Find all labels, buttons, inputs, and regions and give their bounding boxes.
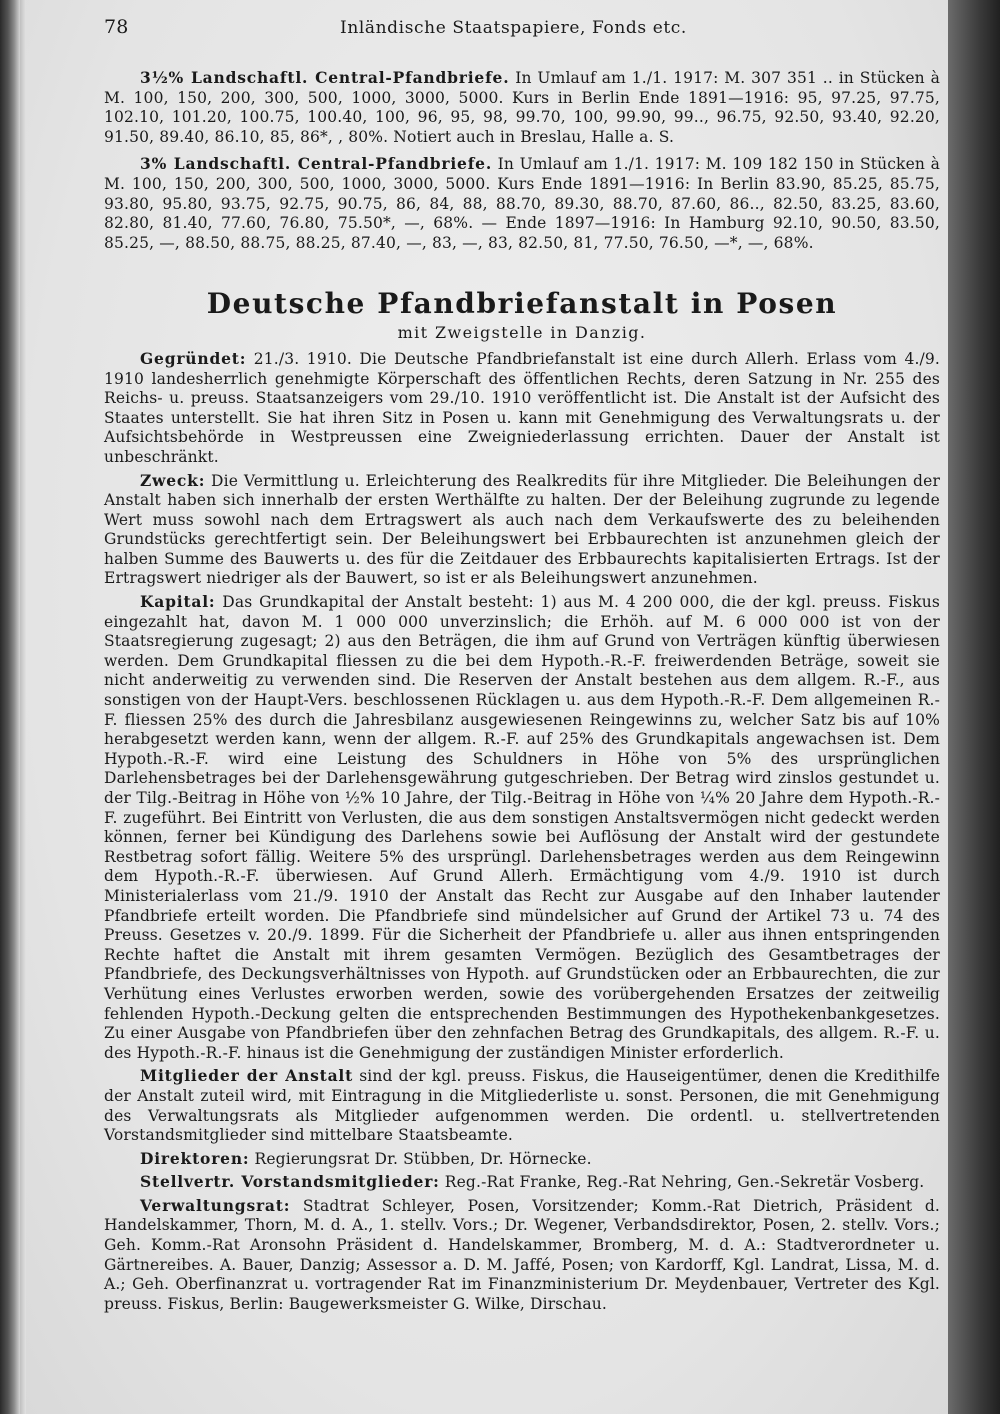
paragraph-text: Das Grundkapital der Anstalt besteht: 1) aus M. 4 200 000, die der kgl. preuss. Fiskus eingezahlt hat, davon M. 1 000 000 unverzinslich; die Erhöh. auf M. 6 000 000 ist von der Staatsregierung zugesagt; 2) aus den Beträgen, die ihm auf Grund von Verträgen künftig überwiesen werden. Dem Grundkapital fliessen zu die bei dem Hypoth.-R.-F. freiwerdenden Beträge, soweit sie nicht anderweitig zu verwenden sind. Die Reserven der Anstalt bestehen aus dem allgem. R.-F., aus sonstigen von der Haupt-Vers. beschlossenen Rücklagen u. aus dem Hypoth.-R.-F. Dem allgemeinen R.-F. fliessen 25% des durch die Jahresbilanz ausgewiesenen Reingewinns zu, welcher Satz bis auf 10% herabgesetzt werden kann, wenn der allgem. R.-F. auf 25% des Grundkapitals angewachsen ist. Dem Hypoth.-R.-F. wird eine Leistung des Schuldners in Höhe von 5% des ursprünglichen Darlehensbetrages bei der Darlehensgewährung gutgeschrieben. Der Betrag wird zinslos gestundet u. der Tilg.-Beitrag in Höhe von ½% 10 Jahre, der Tilg.-Beitrag in Höhe von ¼% 20 Jahre dem Hypoth.-R.-F. zugeführt. Bei Eintritt von Verlusten, die aus dem sonstigen Anstaltsvermögen nicht gedeckt werden können, ferner bei Kündigung des Darlehens sowie bei Auflösung der Anstalt wird der gestundete Restbetrag sofort fällig. Weitere 5% des ursprüngl. Darlehensbetrages werden aus dem Reingewinn dem Hypoth.-R.-F. überwiesen. Auf Grund Allerh. Ermächtigung vom 4./9. 1910 ist durch Ministerialerlass vom 21./9. 1910 der Anstalt das Recht zur Ausgabe auf den Inhaber lautender Pfandbriefe erteilt worden. Die Pfandbriefe sind mündelsicher auf Grund der Artikel 73 u. 74 des Preuss. Gesetzes v. 20./9. 1899. Für die Sicherheit der Pfandbriefe u. aller aus ihnen entspringenden Rechte haftet die Anstalt mit ihrem gesamten Vermögen. Bezüglich des Gesamtbetrages der Pfandbriefe, des Deckungsverhältnisses von Hypoth. auf Grundstücken oder an Erbbaurechten, die zur Verhütung eines Verlustes erworben werden, sowie des vorübergehenden Ersatzes der zeitweilig fehlenden Hypoth.-Deckung gelten die entsprechenden Bestimmungen des Hypothekenbankgesetzes. Zu einer Ausgabe von Pfandbriefen über den zehnfachen Betrag des Grundkapitals, des allgem. R.-F. u. des Hypoth.-R.-F. hinaus ist die Genehmigung der zuständigen Minister erforderlich. bbox=[104, 593, 941, 1062]
paragraph-text: Stadtrat Schleyer, Posen, Vorsitzender; Komm.-Rat Dietrich, Präsident d. Handelskammer, Thorn, M. d. A., 1. stellv. Vors.; Dr. Wegener, Verbandsdirektor, Posen, 2. stellv. Vors.; Geh. Komm.-Rat Aronsohn Präsident d. Handelskammer, Bromberg, M. d. A.: Stadtverordneter u. Gärtnereibes. A. Bauer, Danzig; Assessor a. D. M. Jaffé, Posen; von Kardorff, Kgl. Landrat, Lissa, M. d. A.; Geh. Oberfinanzrat u. vortragender Rat im Finanzministerium Dr. Meydenbauer, Vertreter des Kgl. preuss. Fiskus, Berlin: Baugewerksmeister G. Wilke, Dirschau. bbox=[104, 1196, 940, 1313]
section-subtitle: mit Zweigstelle in Danzig. bbox=[397, 323, 647, 343]
section-title: Deutsche Pfandbriefanstalt in Posen bbox=[206, 287, 838, 321]
paragraph-gegruendet bbox=[104, 349, 940, 468]
paragraph-lead: Gegründet: bbox=[140, 348, 247, 368]
right-page-shadow bbox=[948, 0, 1000, 1414]
paragraph-text: sind der kgl. preuss. Fiskus, die Hauseigentümer, denen die Kredithilfe der Anstalt zuteil wird, mit Eintragung in die Mitgliederliste u. sonst. Personen, die mit Genehmigung des Verwaltungsrats als Mitglieder aufgenommen werden. Die ordentl. u. stellvertretenden Vorstandsmitglieder sind mittelbare Staatsbeamte. bbox=[104, 1067, 941, 1145]
paragraph-mitglieder bbox=[104, 1066, 940, 1145]
paragraph-zweck bbox=[104, 471, 940, 590]
paragraph-kapital bbox=[104, 592, 940, 1063]
paragraph-direktoren bbox=[104, 1149, 940, 1170]
entry-lead: 3½% Landschaftl. Central-Pfandbriefe. bbox=[140, 68, 510, 87]
paragraph-verwaltungsrat bbox=[104, 1196, 940, 1315]
paragraph-text: Die Vermittlung u. Erleichterung des Realkredits für ihre Mitglieder. Die Beleihungen der Anstalt haben sich innerhalb der ersten Werthälfte zu halten. Der der Beleihung zugrunde zu legende Wert muss sowohl nach dem Ertragswert als auch nach dem Verkaufswerte des zu beleihenden Grundstücks gerechtfertigt sein. Der Beleihungswert bei Erbbaurechten ist anzunehmen gleich der halben Summe des Bauwerts u. des für die Zeitdauer des Erbbaurechts kapitalisierten Ertrags. Ist der Ertragswert niedriger als der Bauwert, so ist er als Beleihungswert anzunehmen. bbox=[104, 471, 941, 588]
paragraph-lead: Direktoren: bbox=[140, 1148, 250, 1168]
running-head: Inländische Staatspapiere, Fonds etc. bbox=[340, 18, 687, 38]
page-number: 78 bbox=[104, 16, 129, 38]
paragraph-lead: Mitglieder der Anstalt bbox=[140, 1066, 354, 1086]
entry-lead: 3% Landschaftl. Central-Pfandbriefe. bbox=[140, 154, 493, 174]
entry-landschaftl-3-percent bbox=[104, 154, 940, 253]
page-content bbox=[104, 18, 940, 1317]
paragraph-text: 21./3. 1910. Die Deutsche Pfandbriefanstalt ist eine durch Allerh. Erlass vom 4./9. 1910 landesherrlich genehmigte Körperschaft des öffentlichen Rechts, deren Satzung in Nr. 255 des Reichs- u. preuss. Staatsanzeigers vom 29./10. 1910 veröffentlicht ist. Die Anstalt ist der Aufsicht des Staates unterstellt. Sie hat ihren Sitz in Posen u. kann mit Genehmigung des Verwaltungsrats u. der Aufsichtsbehörde in Westpreussen eine Zweigniederlassung errichten. Dauer der Anstalt ist unbeschränkt. bbox=[104, 349, 941, 466]
paragraph-lead: Stellvertr. Vorstandsmitglieder: bbox=[140, 1172, 440, 1192]
paragraph-text: Regierungsrat Dr. Stübben, Dr. Hörnecke. bbox=[254, 1149, 592, 1168]
entry-text: In Umlauf am 1./1. 1917: M. 109 182 150 in Stücken à M. 100, 150, 200, 300, 500, 1000, 3000, 5000. Kurs Ende 1891—1916: In Berlin 83.90, 85.25, 85.75, 93.80, 95.80, 93.75, 92.75, 90.75, 86, 84, 88, 88.70, 89.30, 88.70, 87.60, 86.., 82.50, 83.25, 83.60, 82.80, 81.40, 77.60, 76.80, 75.50*, —, 68%. — Ende 1897—1916: In Hamburg 92.10, 90.50, 83.50, 85.25, —, 88.50, 88.75, 88.25, 87.40, —, 83, —, 83, 82.50, 81, 77.50, 76.50, —*, —, 68%. bbox=[104, 155, 941, 252]
paragraph-lead: Verwaltungsrat: bbox=[140, 1195, 291, 1215]
page-header bbox=[104, 18, 940, 46]
book-binding bbox=[0, 0, 20, 1414]
entry-text: In Umlauf am 1./1. 1917: M. 307 351 .. in Stücken à M. 100, 150, 200, 300, 500, 1000, 3000, 5000. Kurs in Berlin Ende 1891—1916: 95, 97.25, 97.75, 102.10, 101.20, 100.75, 100.40, 100, 96, 95, 98, 99.70, 100, 99.90, 99.., 96.75, 92.50, 93.40, 92.20, 91.50, 89.40, 86.10, 85, 86*, , 80%. Notiert auch in Breslau, Halle a. S. bbox=[104, 69, 940, 146]
paragraph-lead: Kapital: bbox=[140, 592, 216, 612]
paragraph-stellvertreter bbox=[104, 1172, 940, 1193]
paragraph-text: Reg.-Rat Franke, Reg.-Rat Nehring, Gen.-Sekretär Vosberg. bbox=[444, 1173, 925, 1192]
entry-landschaftl-3-5-percent bbox=[104, 68, 940, 147]
paragraph-lead: Zweck: bbox=[140, 470, 206, 490]
